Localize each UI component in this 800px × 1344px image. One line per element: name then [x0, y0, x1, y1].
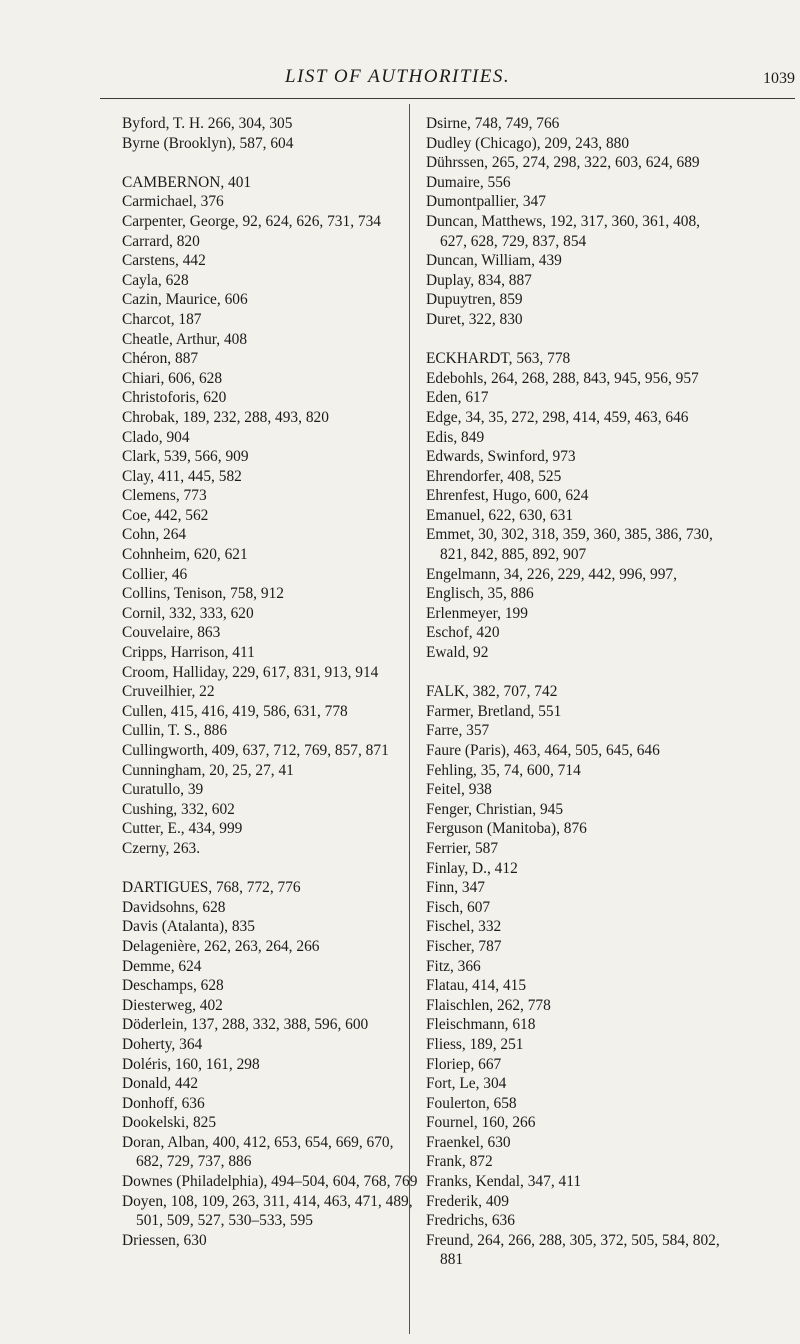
index-entry: Davis (Atalanta), 835: [122, 918, 255, 936]
index-entry: Curatullo, 39: [122, 781, 204, 799]
index-entry: Erlenmeyer, 199: [426, 604, 528, 622]
header-rule: [100, 98, 795, 99]
index-entry: Chiari, 606, 628: [122, 369, 223, 387]
index-entry: Diesterweg, 402: [122, 996, 223, 1014]
index-entry: Cruveilhier, 22: [122, 683, 215, 701]
index-entry: Doran, Alban, 400, 412, 653, 654, 669, 670, 682, 729, 737, 886: [122, 1133, 394, 1171]
index-entry: Edis, 849: [426, 428, 485, 446]
index-entry: Flaischlen, 262, 778: [426, 996, 551, 1014]
index-entry: Clay, 411, 445, 582: [122, 467, 242, 485]
index-entry: Cullingworth, 409, 637, 712, 769, 857, 871: [122, 742, 389, 759]
page-number: 1039: [763, 70, 795, 87]
index-entry: Davidsohns, 628: [122, 898, 226, 916]
index-entry: Cripps, Harrison, 411: [122, 644, 255, 662]
index-entry: Fisch, 607: [426, 898, 491, 916]
index-entry: Cushing, 332, 602: [122, 800, 235, 818]
index-entry: Demme, 624: [122, 957, 202, 975]
index-entry: Driessen, 630: [122, 1231, 207, 1249]
index-entry: Foulerton, 658: [426, 1094, 517, 1112]
index-entry: Couvelaire, 863: [122, 624, 221, 642]
index-entry: Carpenter, George, 92, 624, 626, 731, 734: [122, 212, 381, 230]
index-entry: Farre, 357: [426, 722, 490, 740]
section-gap: [122, 153, 420, 173]
index-entry: Fliess, 189, 251: [426, 1035, 524, 1053]
index-entry: Döderlein, 137, 288, 332, 388, 596, 600: [122, 1016, 369, 1034]
index-entry: Fenger, Christian, 945: [426, 800, 564, 818]
index-entry: Collier, 46: [122, 565, 188, 583]
index-entry: Feitel, 938: [426, 781, 492, 799]
index-entry: Byrne (Brooklyn), 587, 604: [122, 134, 294, 152]
index-entry: Cayla, 628: [122, 271, 189, 289]
index-entry: Emmet, 30, 302, 318, 359, 360, 385, 386, 730, 821, 842, 885, 892, 907: [426, 526, 713, 564]
index-entry: Coe, 442, 562: [122, 506, 209, 524]
index-entry: FALK, 382, 707, 742: [426, 683, 558, 701]
index-entry: Cohnheim, 620, 621: [122, 546, 248, 564]
index-entry: Carmichael, 376: [122, 193, 224, 211]
index-entry: Faure (Paris), 463, 464, 505, 645, 646: [426, 742, 660, 759]
index-entry: Dührssen, 265, 274, 298, 322, 603, 624, 689: [426, 154, 700, 172]
index-entry: Flatau, 414, 415: [426, 977, 527, 995]
index-entry: Donald, 442: [122, 1075, 199, 1093]
index-entry: Ewald, 92: [426, 644, 489, 662]
index-entry: Farmer, Bretland, 551: [426, 702, 562, 720]
index-entry: Carrard, 820: [122, 232, 200, 250]
index-entry: Cheatle, Arthur, 408: [122, 330, 248, 348]
index-entry: Donhoff, 636: [122, 1094, 205, 1112]
index-entry: Fraenkel, 630: [426, 1133, 511, 1151]
index-entry: Dookelski, 825: [122, 1114, 217, 1132]
index-entry: Cohn, 264: [122, 526, 187, 544]
index-entry: Edwards, Swinford, 973: [426, 448, 576, 466]
index-entry: Ehrenfest, Hugo, 600, 624: [426, 487, 589, 505]
index-entry: Ehrendorfer, 408, 525: [426, 467, 562, 485]
index-entry: Doyen, 108, 109, 263, 311, 414, 463, 471, 489, 501, 509, 527, 530–533, 595: [122, 1192, 413, 1230]
index-entry: Dumaire, 556: [426, 173, 511, 191]
index-entry: Doherty, 364: [122, 1035, 203, 1053]
index-entry: Fleischmann, 618: [426, 1016, 536, 1034]
index-entry: Eden, 617: [426, 389, 489, 407]
index-entry: Cutter, E., 434, 999: [122, 820, 243, 838]
left-column: [122, 114, 420, 1250]
index-entry: Finlay, D., 412: [426, 859, 518, 877]
index-entry: Finn, 347: [426, 879, 486, 897]
index-entry: Downes (Philadelphia), 494–504, 604, 768, 769: [122, 1173, 418, 1191]
index-entry: Dudley (Chicago), 209, 243, 880: [426, 134, 630, 152]
page-title: LIST OF AUTHORITIES.: [285, 66, 511, 87]
index-entry: Frank, 872: [426, 1153, 493, 1171]
index-entry: Franks, Kendal, 347, 411: [426, 1173, 582, 1191]
index-entry: Chéron, 887: [122, 350, 199, 368]
index-entry: Englisch, 35, 886: [426, 585, 534, 603]
index-entry: ECKHARDT, 563, 778: [426, 350, 571, 368]
index-entry: Duncan, Matthews, 192, 317, 360, 361, 408, 627, 628, 729, 837, 854: [426, 212, 701, 250]
index-entry: Doléris, 160, 161, 298: [122, 1055, 260, 1073]
index-entry: Duret, 322, 830: [426, 310, 523, 328]
index-entry: Engelmann, 34, 226, 229, 442, 996, 997,: [426, 565, 677, 583]
index-entry: Chrobak, 189, 232, 288, 493, 820: [122, 408, 329, 426]
index-entry: Dumontpallier, 347: [426, 193, 546, 211]
index-entry: Cornil, 332, 333, 620: [122, 604, 254, 622]
section-gap: [122, 859, 420, 879]
index-entry: Fitz, 366: [426, 957, 481, 975]
index-entry: Duncan, William, 439: [426, 252, 562, 270]
index-entry: Clemens, 773: [122, 487, 207, 505]
index-entry: Freund, 264, 266, 288, 305, 372, 505, 584, 802, 881: [426, 1231, 720, 1269]
index-entry: Czerny, 263.: [122, 839, 201, 857]
index-entry: Dupuytren, 859: [426, 291, 523, 309]
index-entry: Charcot, 187: [122, 310, 202, 328]
index-entry: Delagenière, 262, 263, 264, 266: [122, 937, 320, 955]
column-divider: [409, 104, 410, 1334]
index-entry: Fredrichs, 636: [426, 1212, 515, 1230]
running-header: [100, 64, 795, 100]
index-entry: Fehling, 35, 74, 600, 714: [426, 761, 581, 779]
index-entry: Collins, Tenison, 758, 912: [122, 585, 284, 603]
index-entry: Duplay, 834, 887: [426, 271, 532, 289]
index-entry: Frederik, 409: [426, 1192, 509, 1210]
index-entry: Christoforis, 620: [122, 389, 227, 407]
index-entry: Cullin, T. S., 886: [122, 722, 228, 740]
section-gap: [426, 330, 724, 350]
index-entry: Ferguson (Manitoba), 876: [426, 820, 587, 838]
index-entry: Fournel, 160, 266: [426, 1114, 536, 1132]
index-entry: Floriep, 667: [426, 1055, 502, 1073]
index-entry: Dsirne, 748, 749, 766: [426, 115, 560, 132]
index-entry: Edge, 34, 35, 272, 298, 414, 459, 463, 646: [426, 408, 689, 426]
index-entry: Edebohls, 264, 268, 288, 843, 945, 956, 957: [426, 369, 699, 387]
index-entry: Fort, Le, 304: [426, 1075, 507, 1093]
index-entry: Carstens, 442: [122, 252, 206, 270]
index-entry: Fischel, 332: [426, 918, 502, 936]
index-entry: Clado, 904: [122, 428, 190, 446]
right-column: [426, 114, 724, 1270]
index-entry: Cullen, 415, 416, 419, 586, 631, 778: [122, 702, 348, 720]
index-entry: Cazin, Maurice, 606: [122, 291, 248, 309]
index-entry: Eschof, 420: [426, 624, 500, 642]
section-gap: [426, 663, 724, 683]
index-entry: Byford, T. H. 266, 304, 305: [122, 115, 293, 132]
index-entry: Deschamps, 628: [122, 977, 224, 995]
index-entry: Cunningham, 20, 25, 27, 41: [122, 761, 294, 779]
index-entry: DARTIGUES, 768, 772, 776: [122, 879, 301, 897]
index-entry: Fischer, 787: [426, 937, 502, 955]
index-entry: CAMBERNON, 401: [122, 173, 252, 191]
index-entry: Ferrier, 587: [426, 839, 499, 857]
index-entry: Croom, Halliday, 229, 617, 831, 913, 914: [122, 663, 379, 681]
index-entry: Clark, 539, 566, 909: [122, 448, 249, 466]
index-entry: Emanuel, 622, 630, 631: [426, 506, 574, 524]
